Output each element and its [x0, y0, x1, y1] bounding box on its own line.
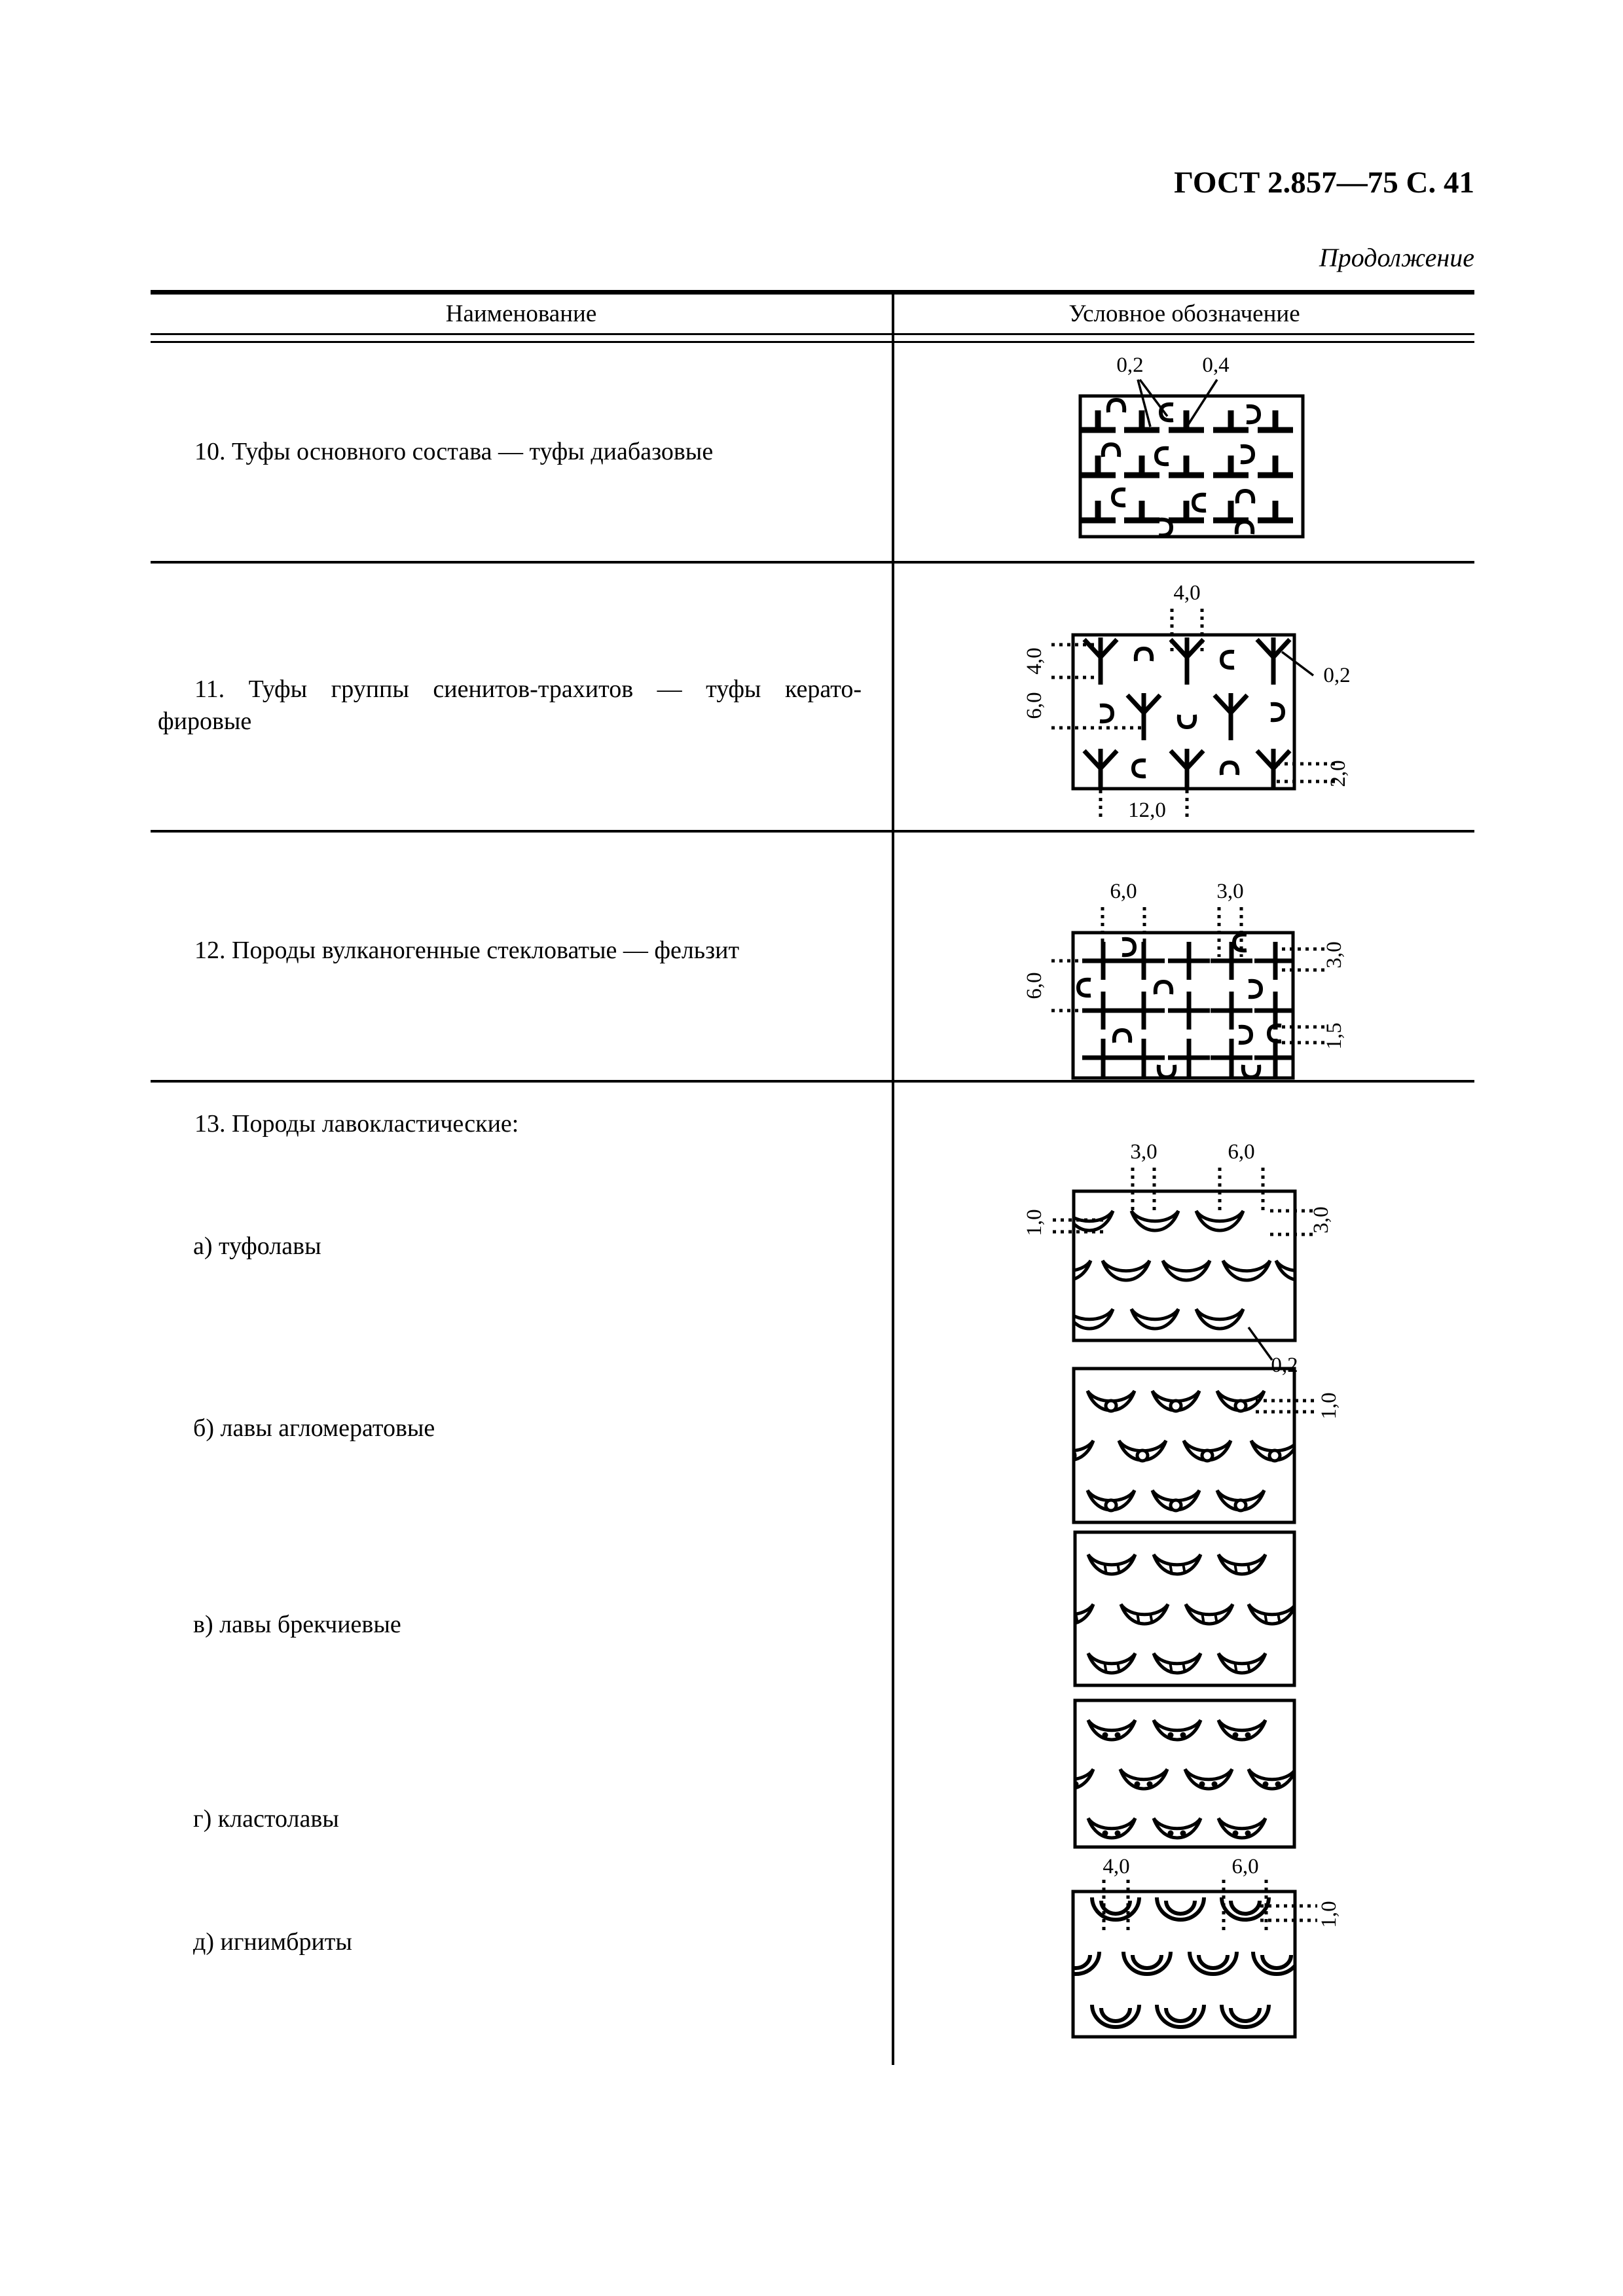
pattern-glyphs: [1052, 1897, 1300, 2027]
dimension-label: 1,0: [1317, 1901, 1341, 1928]
dimension-label: 0,2: [1271, 1354, 1298, 1377]
dimension-label: 6,0: [1231, 1855, 1259, 1878]
dimension-leader-line: [1188, 380, 1217, 425]
pattern-glyphs: [1084, 637, 1290, 796]
dimension-label: 4,0: [1023, 647, 1046, 675]
dimension-label: 0,2: [1116, 353, 1144, 377]
column-header-name: Наименование: [445, 300, 597, 327]
symbol-clastolava: [1046, 1700, 1296, 1847]
dimension-label: 3,0: [1309, 1206, 1333, 1234]
dimension-label: 6,0: [1023, 972, 1046, 999]
column-header-designation: Условное обозначение: [1068, 300, 1300, 327]
page-title: ГОСТ 2.857—75 С. 41: [1174, 166, 1474, 200]
dimension-label: 12,0: [1128, 798, 1166, 822]
dimension-label: 3,0: [1216, 880, 1244, 903]
continuation-label: Продолжение: [1319, 243, 1474, 272]
row-13d-name: д) игнимбриты: [193, 1928, 352, 1956]
symbol-felsite: [1023, 880, 1346, 1078]
symbol-ignimbrite: [1052, 1855, 1341, 2037]
row-10-name: 10. Туфы основного состава — туфы диабазовые: [194, 438, 714, 465]
dimension-label: 6,0: [1023, 692, 1046, 719]
dimension-label: 1,5: [1322, 1022, 1346, 1050]
pattern-glyphs: [1046, 1720, 1296, 1838]
dimension-label: 3,0: [1322, 941, 1346, 969]
dimension-label: 3,0: [1130, 1140, 1158, 1164]
dimension-label: 4,0: [1173, 581, 1201, 605]
pattern-glyphs: [1080, 400, 1293, 535]
dimension-leader-line: [1249, 1327, 1272, 1360]
dimension-label: 4,0: [1103, 1855, 1130, 1878]
dimension-label: 6,0: [1228, 1140, 1255, 1164]
dimension-label: 0,4: [1202, 353, 1230, 377]
row-13g-name: г) кластолавы: [193, 1805, 339, 1833]
dimension-label: 2,0: [1326, 760, 1350, 787]
row-13-name: 13. Породы лавокластические:: [194, 1110, 519, 1138]
dimension-label: 1,0: [1317, 1392, 1341, 1420]
symbol-lava-breccia: [1046, 1532, 1296, 1685]
symbol-tuff-syenite-trachyte: [1023, 581, 1351, 822]
row-11-name-line2: фировые: [158, 708, 252, 735]
pattern-glyphs: [1044, 1211, 1323, 1329]
symbol-tuff-basic-diabase: [1080, 353, 1303, 537]
row-13b-name: б) лавы агломератовые: [193, 1414, 435, 1442]
dimension-label: 0,2: [1323, 664, 1351, 687]
pattern-glyphs: [1046, 1391, 1298, 1511]
pattern-glyphs: [1046, 1554, 1296, 1674]
pattern-glyphs: [1078, 935, 1296, 1077]
row-13v-name: в) лавы брекчиевые: [193, 1611, 401, 1638]
row-13a-name: а) туфолавы: [193, 1232, 321, 1260]
row-11-name-line1: 11. Туфы группы сиенитов-трахитов — туфы керато-: [194, 675, 862, 703]
symbol-tuffolava: [1023, 1140, 1333, 1377]
dimension-leader-line: [1282, 652, 1313, 675]
dimension-label: 1,0: [1023, 1209, 1046, 1236]
symbol-lava-agglomerate: [1046, 1369, 1341, 1522]
symbol-box: [1080, 396, 1303, 537]
row-12-name: 12. Породы вулканогенные стекловатые — фельзит: [194, 937, 740, 964]
dimension-label: 6,0: [1110, 880, 1137, 903]
